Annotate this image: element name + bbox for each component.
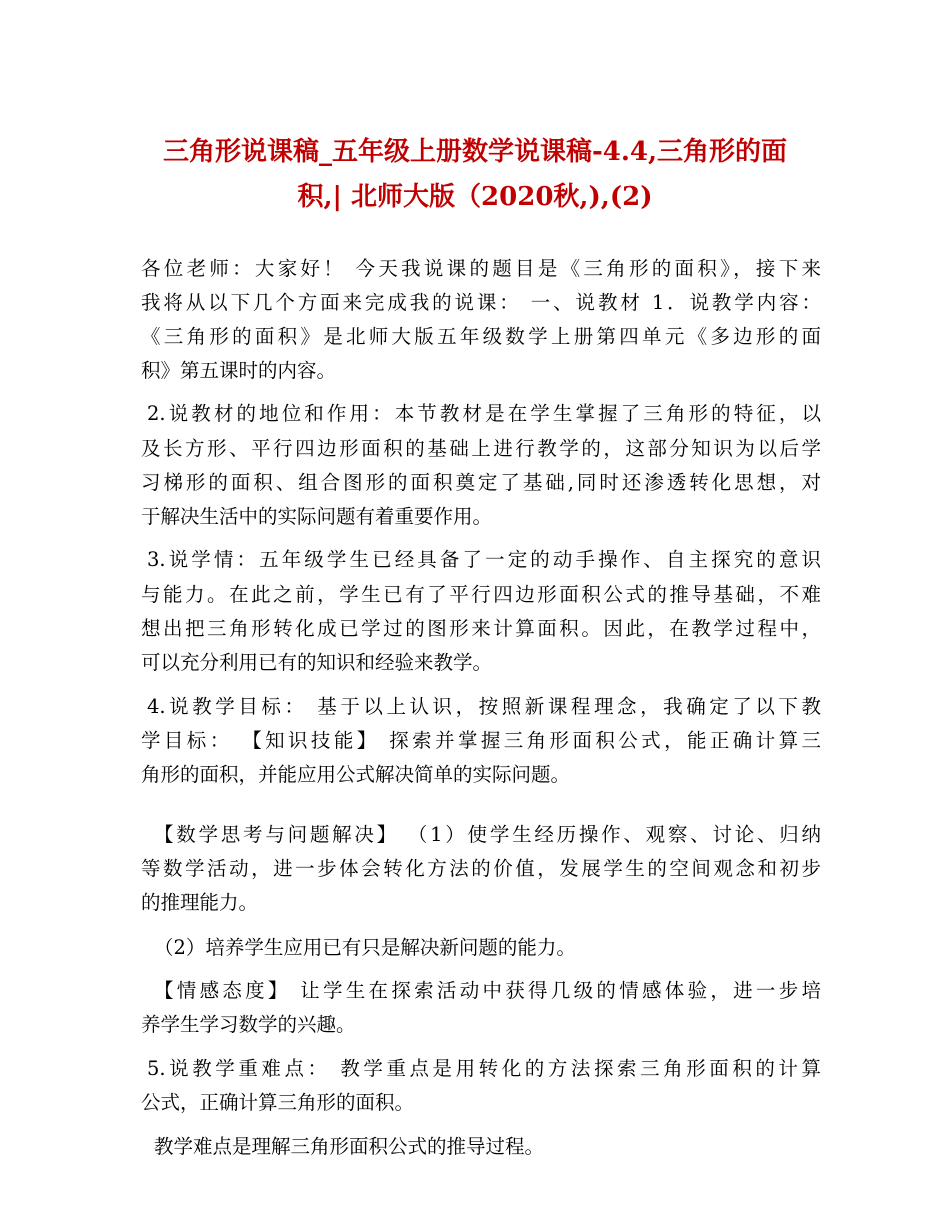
paragraph-line: 学目标： 【知识技能】 探索并掌握三角形面积公式，能正确计算三: [141, 729, 821, 752]
paragraph-line: 可以充分利用已有的知识和经验来教学。: [141, 651, 493, 674]
paragraph-line: 习梯形的面积、组合图形的面积奠定了基础,同时还渗透转化思想，对: [141, 471, 821, 494]
paragraph-line: 4.说教学目标： 基于以上认识，按照新课程理念，我确定了以下教: [147, 695, 821, 718]
paragraph-line: 养学生学习数学的兴趣。: [141, 1013, 356, 1036]
paragraph-line: 于解决生活中的实际问题有着重要作用。: [141, 505, 493, 528]
paragraph-line: 【情感态度】 让学生在探索活动中获得几级的情感体验，进一步培: [154, 979, 821, 1002]
paragraph-line: （2）培养学生应用已有只是解决新问题的能力。: [154, 936, 576, 959]
paragraph-line: 教学难点是理解三角形面积公式的推导过程。: [154, 1135, 545, 1158]
paragraph-line: 《三角形的面积》是北师大版五年级数学上册第四单元《多边形的面: [141, 325, 821, 348]
paragraph-line: 等数学活动，进一步体会转化方法的价值，发展学生的空间观念和初步: [141, 857, 821, 880]
document-title-line-2: 积,| 北师大版（2020秋,),(2): [297, 182, 653, 212]
paragraph-line: 想出把三角形转化成已学过的图形来计算面积。因此，在教学过程中，: [141, 617, 821, 640]
paragraph-line: 公式，正确计算三角形的面积。: [141, 1091, 415, 1114]
paragraph-line: 我将从以下几个方面来完成我的说课： 一、说教材 1．说教学内容：: [141, 291, 821, 314]
document-title-line-1: 三角形说课稿_五年级上册数学说课稿-4.4,三角形的面: [162, 137, 788, 167]
paragraph-line: 3.说学情：五年级学生已经具备了一定的动手操作、自主探究的意识: [147, 548, 821, 571]
paragraph-line: 与能力。在此之前，学生已有了平行四边形面积公式的推导基础，不难: [141, 583, 821, 606]
paragraph-line: 积》第五课时的内容。: [141, 359, 337, 382]
paragraph-line: 及长方形、平行四边形面积的基础上进行教学的，这部分知识为以后学: [141, 437, 821, 460]
paragraph-line: 2.说教材的地位和作用：本节教材是在学生掌握了三角形的特征，以: [147, 402, 821, 425]
paragraph-line: 【数学思考与问题解决】 （1）使学生经历操作、观察、讨论、归纳: [154, 823, 821, 846]
paragraph-line: 各位老师：大家好！ 今天我说课的题目是《三角形的面积》，接下来: [141, 257, 821, 280]
paragraph-line: 5.说教学重难点： 教学重点是用转化的方法探索三角形面积的计算: [147, 1057, 821, 1080]
paragraph-line: 的推理能力。: [141, 891, 259, 914]
paragraph-line: 角形的面积，并能应用公式解决简单的实际问题。: [141, 763, 571, 786]
